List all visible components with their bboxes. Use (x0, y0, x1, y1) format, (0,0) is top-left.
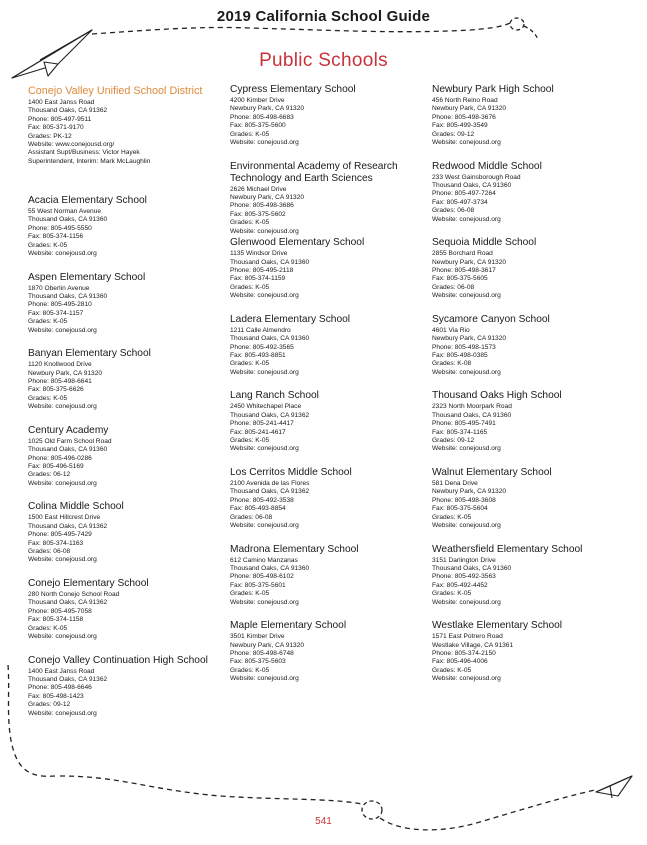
school-detail-line: 1120 Knollwood Drive (28, 361, 92, 369)
school-detail-line: 612 Camino Manzanas (230, 556, 298, 564)
school-entry (432, 84, 627, 161)
school-detail-line: Phone: 805-496-0286 (28, 454, 92, 462)
school-detail-line: Website: conejousd.org (28, 556, 97, 564)
school-name: Redwood Middle School (432, 160, 542, 172)
school-entry (28, 501, 223, 578)
school-detail-line: Thousand Oaks, CA 91360 (432, 182, 512, 189)
school-detail-line: Thousand Oaks, CA 91360 (432, 411, 512, 419)
school-detail-line: Phone: 805-498-3617 (432, 267, 496, 274)
school-name: Colina Middle School (28, 501, 124, 513)
school-detail-line: Thousand Oaks, CA 91360 (432, 564, 512, 572)
school-detail-line: Phone: 805-495-5550 (28, 224, 92, 232)
page-number: 541 (315, 816, 332, 827)
school-detail-line: Thousand Oaks, CA 91362 (28, 522, 108, 530)
school-detail-line: Thousand Oaks, CA 91362 (28, 675, 108, 683)
school-detail-line: 1211 Calle Almendro (230, 326, 291, 334)
school-name: Conejo Valley Continuation High School (28, 654, 208, 666)
school-detail-line: Website: conejousd.org (432, 139, 501, 147)
school-name: Banyan Elementary School (28, 348, 151, 360)
school-detail-line: 1571 East Potrero Road (432, 633, 503, 641)
school-entry (432, 390, 627, 467)
school-detail-line: Fax: 805-374-1165 (432, 428, 488, 436)
school-detail-line: Fax: 805-375-5604 (432, 505, 488, 513)
school-detail-line: Grades: 06-12 (28, 471, 71, 479)
school-detail-line: Website: conejousd.org (28, 479, 97, 487)
school-detail-line: 3151 Darlington Drive (432, 556, 496, 564)
school-detail-line: Fax: 805-374-1163 (28, 539, 84, 547)
school-name: Cypress Elementary School (230, 84, 356, 95)
school-detail-line: Website: conejousd.org (28, 403, 97, 411)
school-detail-line: Grades: K-05 (432, 513, 472, 521)
school-name: Thousand Oaks High School (432, 390, 562, 402)
school-detail-line: Phone: 805-498-1573 (432, 343, 496, 351)
school-detail-line: Fax: 805-493-8854 (230, 505, 286, 513)
school-detail-line: 456 North Reino Road (432, 97, 498, 104)
school-detail-line: 233 West Gainsborough Road (432, 173, 521, 181)
school-entry (432, 467, 627, 544)
school-detail-line: Grades: 06-08 (432, 283, 475, 291)
school-detail-line: Newbury Park, CA 91320 (230, 105, 305, 113)
school-entry (230, 161, 425, 238)
school-detail-line: Fax: 805-371-9170 (28, 124, 84, 132)
school-detail-line: Phone: 805-498-3676 (432, 113, 496, 121)
school-detail-line: Grades: K-05 (230, 283, 270, 291)
school-name: Madrona Elementary School (230, 543, 359, 555)
listing-column-3 (432, 84, 627, 697)
school-detail-line: Fax: 805-375-5603 (230, 658, 286, 666)
school-detail-line: Thousand Oaks, CA 91360 (28, 293, 108, 300)
school-detail-line: Website: conejousd.org (28, 326, 97, 334)
school-detail-line: Fax: 805-498-1423 (28, 692, 84, 700)
school-name: Newbury Park High School (432, 84, 554, 95)
school-detail-line: Phone: 805-492-3565 (230, 343, 294, 351)
school-entry (230, 544, 425, 621)
school-detail-line: Fax: 805-374-1158 (28, 616, 84, 624)
school-detail-line: Website: conejousd.org (28, 633, 97, 640)
school-detail-line: Grades: K-05 (230, 360, 270, 368)
school-detail-line: Fax: 805-374-1156 (28, 233, 84, 241)
school-detail-line: Phone: 805-495-7058 (28, 607, 92, 615)
school-detail-line: Thousand Oaks, CA 91360 (28, 216, 108, 224)
school-name: Walnut Elementary School (432, 466, 552, 478)
school-name: Weathersfield Elementary School (432, 543, 583, 555)
school-detail-line: Phone: 805-495-7491 (432, 420, 496, 428)
school-detail-line: 4601 Via Rio (432, 326, 470, 334)
school-detail-line: Fax: 805-493-8851 (230, 352, 286, 359)
school-detail-line: Grades: 06-08 (28, 548, 71, 555)
school-detail-line: Website: conejousd.org (432, 215, 501, 223)
school-detail-line: Fax: 805-375-5600 (230, 122, 286, 130)
school-detail-line: Westlake Village, CA 91361 (432, 641, 514, 649)
school-detail-line: 1400 East Janss Road (28, 667, 95, 675)
school-detail-line: Fax: 805-375-5601 (230, 581, 286, 589)
school-detail-line: Fax: 805-375-6626 (28, 386, 84, 394)
school-detail-line: Grades: K-05 (230, 437, 270, 444)
school-entry (230, 467, 425, 544)
school-detail-line: Website: conejousd.org (432, 368, 501, 376)
section-title: Public Schools (259, 50, 388, 71)
school-detail-line: Grades: K-05 (28, 624, 68, 632)
school-entry (230, 390, 425, 467)
school-detail-line: 2323 North Moorpark Road (432, 403, 512, 411)
school-detail-line: 1400 East Janss Road (28, 99, 95, 106)
school-detail-line: Website: conejousd.org (432, 292, 501, 300)
district-entry (28, 84, 223, 195)
school-detail-line: Grades: K-05 (28, 241, 68, 249)
school-detail-line: Thousand Oaks, CA 91362 (230, 488, 310, 496)
school-detail-line: 2626 Michael Drive (230, 185, 287, 193)
school-detail-line: Thousand Oaks, CA 91360 (230, 258, 310, 266)
school-detail-line: Phone: 805-498-6683 (230, 113, 294, 121)
school-detail-line: Phone: 805-498-6102 (230, 573, 294, 581)
school-entry (230, 84, 425, 161)
listing-column-2 (230, 84, 425, 697)
school-detail-line: Phone: 805-374-2150 (432, 649, 496, 657)
school-detail-line: 1500 East Hillcrest Drive (28, 514, 101, 522)
school-detail-line: Fax: 805-375-5602 (230, 210, 286, 218)
school-detail-line: Thousand Oaks, CA 91360 (230, 564, 310, 572)
school-name: Sequoia Middle School (432, 237, 537, 249)
school-entry (28, 195, 223, 272)
school-detail-line: Website: conejousd.org (230, 598, 299, 606)
listing-column-1 (28, 84, 223, 731)
school-detail-line: Phone: 805-492-3538 (230, 496, 294, 504)
school-entry (28, 655, 223, 732)
school-detail-line: Thousand Oaks, CA 91362 (28, 599, 108, 607)
school-detail-line: Website: conejousd.org (432, 675, 501, 683)
school-detail-line: Grades: 06-08 (432, 207, 475, 215)
school-detail-line: Website: www.conejousd.org/ (28, 141, 115, 149)
school-detail-line: Newbury Park, CA 91320 (432, 105, 507, 113)
school-entry (230, 620, 425, 697)
school-detail-line: Fax: 805-497-3734 (432, 198, 488, 206)
school-detail-line: Phone: 805-492-3563 (432, 573, 496, 581)
school-detail-line: Grades: K-05 (432, 666, 472, 674)
school-entry (28, 425, 223, 502)
school-detail-line: Grades: K-05 (230, 666, 270, 674)
school-detail-line: 1870 Oberlin Avenue (28, 284, 90, 292)
school-entry (432, 161, 627, 238)
school-detail-line: Grades: PK-12 (28, 132, 72, 140)
school-detail-line: 3501 Kimber Drive (230, 633, 285, 641)
school-detail-line: Grades: K-05 (432, 590, 472, 598)
school-name: Century Academy (28, 424, 109, 436)
school-detail-line: Website: conejousd.org (230, 227, 299, 235)
school-detail-line: Grades: 09-12 (28, 701, 71, 709)
school-entry (230, 237, 425, 314)
school-detail-line: Newbury Park, CA 91320 (432, 488, 507, 496)
school-detail-line: Grades: K-05 (28, 394, 68, 402)
school-name: Westlake Elementary School (432, 620, 563, 632)
school-detail-line: Fax: 805-374-1159 (230, 275, 286, 283)
school-detail-line: Newbury Park, CA 91320 (230, 641, 305, 649)
school-detail-line: Newbury Park, CA 91320 (230, 194, 305, 201)
guide-title: 2019 California School Guide (216, 8, 431, 25)
school-detail-line: Grades: K-05 (230, 219, 270, 227)
school-detail-line: Website: conejousd.org (230, 445, 299, 453)
school-detail-line: Website: conejousd.org (230, 292, 299, 300)
school-detail-line: Phone: 805-497-7264 (432, 190, 496, 198)
school-detail-line: Phone: 805-498-3686 (230, 202, 294, 210)
school-name: Lang Ranch School (230, 390, 319, 402)
school-detail-line: Fax: 805-375-5605 (432, 275, 488, 283)
district-name: Conejo Valley Unified School District (28, 85, 203, 97)
school-entry (28, 578, 223, 655)
school-detail-line: Phone: 805-497-9511 (28, 115, 92, 123)
school-detail-line: Grades: K-05 (230, 130, 270, 138)
school-entry (432, 544, 627, 621)
school-detail-line: Thousand Oaks, CA 91362 (28, 107, 108, 115)
school-detail-line: Phone: 805-495-7429 (28, 531, 92, 539)
school-detail-line: Fax: 805-241-4617 (230, 428, 286, 436)
school-detail-line: 2855 Borchard Road (432, 250, 493, 258)
school-detail-line: Newbury Park, CA 91320 (432, 258, 507, 266)
school-detail-line: Phone: 805-498-6748 (230, 649, 294, 657)
school-entry (28, 272, 223, 349)
school-detail-line: Phone: 805-498-6646 (28, 684, 92, 692)
school-detail-line: Fax: 805-374-1157 (28, 309, 84, 317)
school-detail-line: Superintendent, Interim: Mark McLaughlin (28, 157, 151, 165)
school-detail-line: Phone: 805-495-2810 (28, 301, 92, 309)
school-name: Acacia Elementary School (28, 195, 147, 206)
school-detail-line: 2100 Avenida de las Flores (230, 479, 310, 487)
school-detail-line: Website: conejousd.org (230, 139, 299, 147)
school-entry (28, 348, 223, 425)
school-detail-line: 4200 Kimber Drive (230, 97, 285, 104)
school-name: Glenwood Elementary School (230, 237, 365, 249)
school-detail-line: Thousand Oaks, CA 91360 (28, 446, 108, 454)
school-detail-line: Phone: 805-498-6641 (28, 378, 92, 385)
school-detail-line: 581 Dena Drive (432, 479, 478, 487)
school-entry (432, 314, 627, 391)
school-detail-line: Fax: 805-498-0385 (432, 352, 488, 359)
school-name: Conejo Elementary School (28, 577, 149, 589)
school-detail-line: Thousand Oaks, CA 91360 (230, 335, 310, 343)
school-detail-line: Fax: 805-496-4006 (432, 658, 488, 666)
school-detail-line: Fax: 805-499-3549 (432, 122, 488, 130)
school-entry (432, 237, 627, 314)
school-detail-line: 1025 Old Farm School Road (28, 437, 112, 445)
school-detail-line: Assistant Supt/Business: Victor Hayek (28, 149, 140, 157)
school-detail-line: Website: conejousd.org (28, 709, 97, 717)
school-entry (432, 620, 627, 697)
school-detail-line: Grades: K-05 (230, 590, 270, 598)
school-detail-line: Grades: 06-08 (230, 513, 273, 521)
school-detail-line: Website: conejousd.org (432, 522, 501, 529)
school-entry (230, 314, 425, 391)
school-detail-line: 1135 Windsor Drive (230, 250, 288, 258)
school-detail-line: Website: conejousd.org (230, 368, 299, 376)
paper-plane-small-icon (596, 776, 632, 798)
school-detail-line: Newbury Park, CA 91320 (432, 335, 507, 343)
school-detail-line: Phone: 805-498-3608 (432, 496, 496, 504)
school-detail-line: Website: conejousd.org (230, 522, 299, 529)
school-detail-line: 2450 Whitechapel Place (230, 403, 302, 411)
school-detail-line: Thousand Oaks, CA 91362 (230, 411, 310, 419)
school-detail-line: Website: conejousd.org (28, 250, 97, 258)
school-name: Aspen Elementary School (28, 271, 146, 283)
school-detail-line: Fax: 805-492-4452 (432, 581, 488, 589)
school-detail-line: Phone: 805-495-2118 (230, 267, 294, 274)
school-name: Sycamore Canyon School (432, 313, 550, 325)
school-detail-line: Grades: 09-12 (432, 437, 475, 444)
school-detail-line: Website: conejousd.org (230, 675, 299, 683)
school-detail-line: Grades: 09-12 (432, 130, 475, 138)
school-detail-line: Grades: K-05 (28, 318, 68, 326)
school-name: Ladera Elementary School (230, 313, 351, 325)
school-name: Maple Elementary School (230, 620, 347, 632)
school-detail-line: Grades: K-08 (432, 360, 472, 368)
school-name: Environmental Academy of Research Technology and Earth Sciences (230, 160, 398, 184)
school-detail-line: 55 West Norman Avenue (28, 208, 102, 215)
school-detail-line: 280 North Conejo School Road (28, 590, 120, 598)
school-detail-line: Website: conejousd.org (432, 598, 501, 606)
school-detail-line: Newbury Park, CA 91320 (28, 369, 103, 377)
school-detail-line: Fax: 805-496-5169 (28, 463, 84, 470)
school-detail-line: Phone: 805-241-4417 (230, 420, 294, 428)
school-detail-line: Website: conejousd.org (432, 445, 501, 453)
school-name: Los Cerritos Middle School (230, 466, 352, 478)
